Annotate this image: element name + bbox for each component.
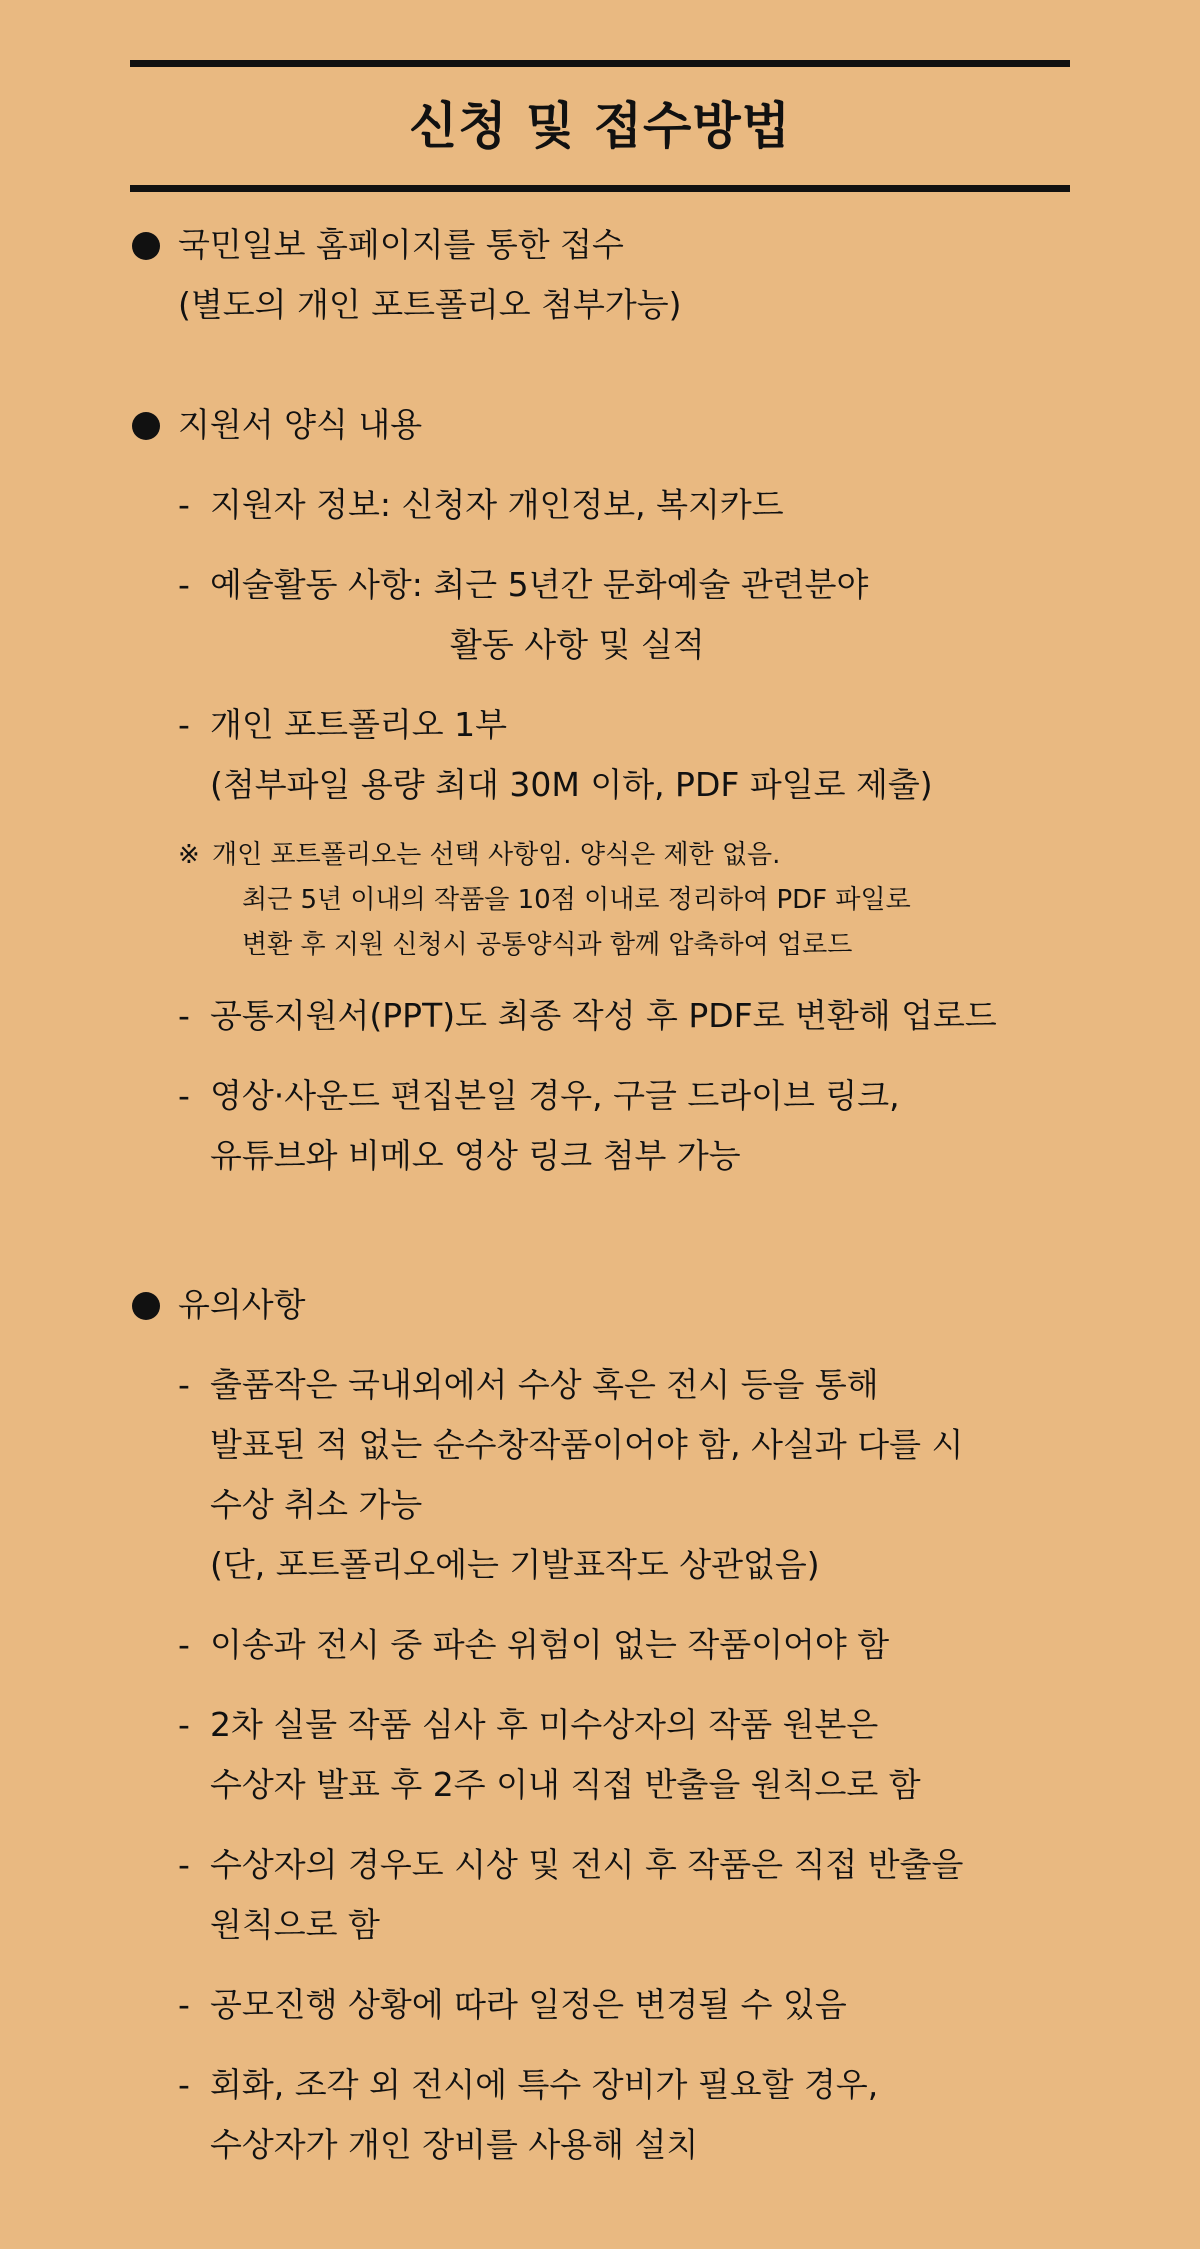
bullet-icon — [132, 1292, 160, 1320]
dash-icon: - — [178, 996, 190, 1035]
dash-icon: - — [178, 1845, 190, 1884]
item-text: 영상·사운드 편집본일 경우, 구글 드라이브 링크, — [210, 1076, 900, 1115]
item-text: 공모진행 상황에 따라 일정은 변경될 수 있음 — [210, 1985, 847, 2024]
list-item — [130, 1355, 1070, 1595]
item-text: 예술활동 사항: 최근 5년간 문화예술 관련분야 — [210, 565, 869, 604]
section-apply — [130, 215, 1070, 335]
section-heading — [130, 395, 1070, 455]
note — [130, 833, 1070, 968]
item-text: 수상자 발표 후 2주 이내 직접 반출을 원칙으로 함 — [210, 1765, 921, 1804]
item-text: 유튜브와 비메오 영상 링크 첨부 가능 — [210, 1136, 741, 1175]
dash-icon: - — [178, 1705, 190, 1744]
item-text: 발표된 적 없는 순수창작품이어야 함, 사실과 다를 시 — [210, 1425, 964, 1464]
item-text: 수상자의 경우도 시상 및 전시 후 작품은 직접 반출을 — [210, 1845, 964, 1884]
note-text: 변환 후 지원 신청시 공통양식과 함께 압축하여 업로드 — [242, 930, 853, 960]
item-text: 2차 실물 작품 심사 후 미수상자의 작품 원본은 — [210, 1705, 879, 1744]
item-text: (단, 포트폴리오에는 기발표작도 상관없음) — [210, 1545, 820, 1584]
heading-text: 국민일보 홈페이지를 통한 접수 — [178, 225, 624, 264]
list-item — [130, 555, 1070, 675]
page-title: 신청 및 접수방법 — [409, 97, 791, 155]
dash-icon: - — [178, 1365, 190, 1404]
bottom-rule — [130, 185, 1070, 192]
list-item — [130, 1066, 1070, 1186]
dash-icon: - — [178, 1076, 190, 1115]
item-text: 이송과 전시 중 파손 위험이 없는 작품이어야 함 — [210, 1625, 890, 1664]
dash-icon: - — [178, 485, 190, 524]
top-rule — [130, 60, 1070, 67]
item-text: (첨부파일 용량 최대 30M 이하, PDF 파일로 제출) — [210, 765, 933, 804]
section-form — [130, 395, 1070, 1186]
item-text: 지원자 정보: 신청자 개인정보, 복지카드 — [210, 485, 784, 524]
dash-icon: - — [178, 565, 190, 604]
list-item — [130, 2055, 1070, 2175]
dash-icon: - — [178, 1985, 190, 2024]
item-text: 회화, 조각 외 전시에 특수 장비가 필요할 경우, — [210, 2065, 879, 2104]
bullet-icon — [132, 232, 160, 260]
dash-icon: - — [178, 705, 190, 744]
list-item — [130, 1975, 1070, 2035]
item-text: 활동 사항 및 실적 — [450, 625, 705, 664]
dash-icon: - — [178, 2065, 190, 2104]
list-item — [130, 986, 1070, 1046]
note-text: 개인 포트폴리오는 선택 사항임. 양식은 제한 없음. — [212, 840, 781, 870]
section-heading — [130, 1275, 1070, 1335]
item-text: 원칙으로 함 — [210, 1905, 380, 1944]
item-text: 수상자가 개인 장비를 사용해 설치 — [210, 2125, 699, 2164]
list-item — [130, 475, 1070, 535]
heading-text: 유의사항 — [178, 1285, 306, 1324]
item-text: 출품작은 국내외에서 수상 혹은 전시 등을 통해 — [210, 1365, 879, 1404]
note-text: 최근 5년 이내의 작품을 10점 이내로 정리하여 PDF 파일로 — [242, 885, 911, 915]
list-item — [130, 1835, 1070, 1955]
item-text: 공통지원서(PPT)도 최종 작성 후 PDF로 변환해 업로드 — [210, 996, 997, 1035]
section-notice — [130, 1275, 1070, 2175]
list-item — [130, 1695, 1070, 1815]
list-item — [130, 695, 1070, 815]
list-item — [130, 1615, 1070, 1675]
heading-subtext: (별도의 개인 포트폴리오 첨부가능) — [178, 285, 682, 324]
dash-icon: - — [178, 1625, 190, 1664]
section-heading — [130, 215, 1070, 275]
heading-text: 지원서 양식 내용 — [178, 405, 423, 444]
item-text: 개인 포트폴리오 1부 — [210, 705, 507, 744]
reference-mark-icon: ※ — [178, 840, 200, 870]
bullet-icon — [132, 412, 160, 440]
item-text: 수상 취소 가능 — [210, 1485, 423, 1524]
